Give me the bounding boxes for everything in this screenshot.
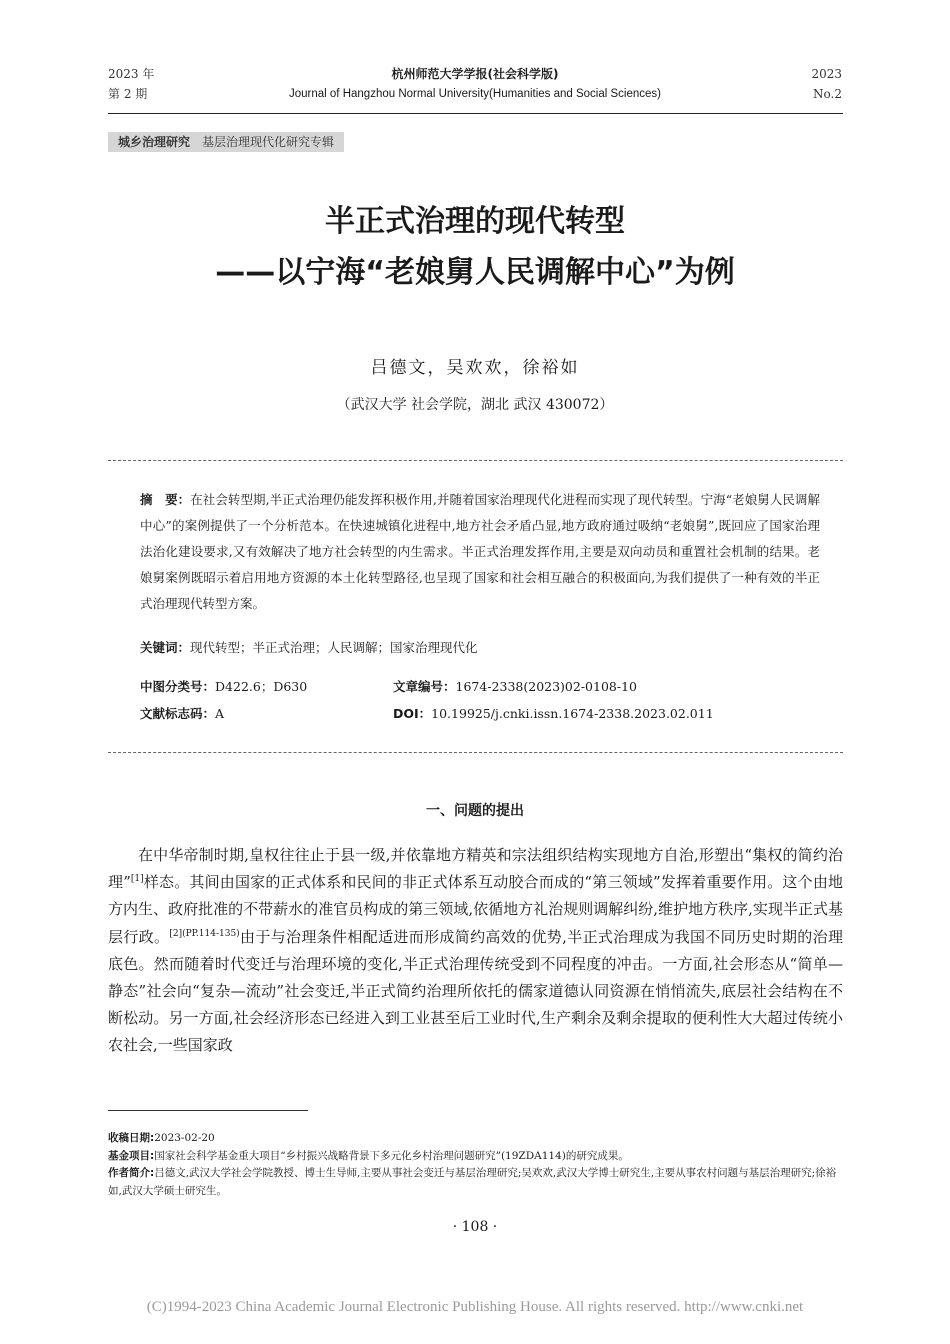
- body-text-part-2: 样态。其间由国家的正式体系和民间的非正式体系互动胶合而成的“第三领域”发挥着重要作用。这个由地方内生、政府批准的不带薪水的准官员构成的第三领域,依循地方礼治规则调解纠纷,维护地方秩序,实现半正式基层行政。: [108, 873, 844, 946]
- abstract-text: 在社会转型期,半正式治理仍能发挥积极作用,并随着国家治理现代化进程而实现了现代转型。宁海“老娘舅人民调解中心”的案例提供了一个分析范本。在快速城镇化进程中,地方社会矛盾凸显,地方政府通过吸纳“老娘舅”,既回应了国家治理法治化建设要求,又有效解决了地方社会转型的内生需求。半正式治理发挥作用,主要是双向动员和重置社会机制的结果。老娘舅案例既昭示着启用地方资源的本土化转型路径,也呈现了国家和社会相互融合的积极面向,为我们提供了一种有效的半正式治理现代转型方案。: [140, 492, 820, 611]
- clc-value: D422.6；D630: [215, 679, 308, 694]
- page-number: · 108 ·: [452, 1219, 498, 1235]
- received-value: 2023-02-20: [154, 1132, 215, 1144]
- footnotes: [108, 1130, 843, 1200]
- article-title: 半正式治理的现代转型: [325, 204, 625, 239]
- doi-label: DOI：: [393, 706, 432, 721]
- footnote-rule: [108, 1110, 308, 1111]
- authors: 吕德文，吴欢欢，徐裕如: [370, 358, 580, 378]
- body-text-part-3: 由于与治理条件相配适进而形成简约高效的优势,半正式治理成为我国不同历史时期的治理底色。然而随着时代变迁与治理环境的变化,半正式治理传统受到不同程度的冲击。一方面,社会形态从“简单—静态”社会向“复杂—流动”社会变迁,半正式简约治理所依托的儒家道德认同资源在悄悄流失,底层社会结构在不断松动。另一方面,社会经济形态已经进入到工业甚至后工业时代,生产剩余及剩余提取的便利性大大超过传统小农社会,一些国家政: [108, 927, 843, 1055]
- affiliation: （武汉大学 社会学院，湖北 武汉 430072）: [336, 397, 614, 413]
- section-heading: 一、问题的提出: [426, 803, 524, 819]
- clc-label: 中图分类号：: [140, 679, 216, 694]
- divider-top: [108, 460, 843, 461]
- article-number-label: 文章编号：: [393, 679, 456, 694]
- footnote-fund: [108, 1148, 843, 1166]
- column-topic: 基层治理现代化研究专辑: [202, 135, 335, 149]
- doi-field: [393, 703, 714, 725]
- keywords: [140, 637, 820, 659]
- document-code-field: [140, 703, 224, 725]
- journal-title-en: Journal of Hangzhou Normal University(Humanities and Social Sciences): [289, 88, 661, 100]
- fund-value: 国家社会科学基金重大项目“乡村振兴战略背景下多元化乡村治理问题研究”(19ZDA114)的研究成果。: [154, 1149, 629, 1162]
- article-number-value: 1674-2338(2023)02-0108-10: [455, 679, 637, 694]
- citation-2: [2](PP.114-135): [169, 928, 240, 939]
- keywords-text: 现代转型；半正式治理；人民调解；国家治理现代化: [190, 640, 478, 655]
- document-code-label: 文献标志码：: [140, 706, 216, 721]
- footnote-received: [108, 1130, 843, 1148]
- abstract: [140, 487, 820, 617]
- fund-label: 基金项目:: [108, 1149, 155, 1162]
- header-issue-number-right: No.2: [813, 87, 842, 101]
- doi-value: 10.19925/j.cnki.issn.1674-2338.2023.02.011: [431, 706, 714, 721]
- article-subtitle: ——以宁海“老娘舅人民调解中心”为例: [215, 255, 735, 290]
- column-band: [108, 132, 344, 152]
- keywords-label: 关键词：: [140, 640, 191, 655]
- journal-title-cn: 杭州师范大学学报(社会科学版): [391, 67, 559, 81]
- body-text: [108, 842, 843, 1060]
- document-code-value: A: [215, 706, 225, 721]
- article-number-field: [393, 676, 637, 698]
- header-year-right: 2023: [811, 67, 842, 81]
- abstract-label: 摘 要：: [140, 492, 191, 507]
- clc-field: [140, 676, 307, 698]
- header-issue-right: [811, 64, 842, 104]
- divider-bottom: [108, 752, 843, 753]
- body-paragraph: [108, 842, 843, 1060]
- body-text-part-1: 在中华帝制时期,皇权往往止于县一级,并依靠地方精英和宗法组织结构实现地方自治,形塑出“集权的简约治理”: [108, 846, 843, 892]
- citation-1: [1]: [130, 874, 144, 885]
- header-year-left: 2023 年: [108, 67, 155, 81]
- column-label: 城乡治理研究: [118, 135, 191, 149]
- header-issue-number-left: 第 2 期: [108, 87, 148, 101]
- header-journal: [200, 64, 750, 104]
- bio-label: 作者简介:: [108, 1167, 155, 1179]
- footnote-bio: [108, 1165, 843, 1200]
- header-rule: [108, 113, 843, 114]
- header-issue-left: [108, 64, 154, 104]
- copyright-line: (C)1994-2023 China Academic Journal Electronic Publishing House. All rights reserved. http://www.cnki.net: [146, 1299, 804, 1315]
- received-label: 收稿日期:: [108, 1132, 155, 1144]
- bio-value: 吕德文,武汉大学社会学院教授、博士生导师,主要从事社会变迁与基层治理研究;吴欢欢,武汉大学博士研究生,主要从事农村问题与基层治理研究;徐裕如,武汉大学硕士研究生。: [108, 1167, 837, 1197]
